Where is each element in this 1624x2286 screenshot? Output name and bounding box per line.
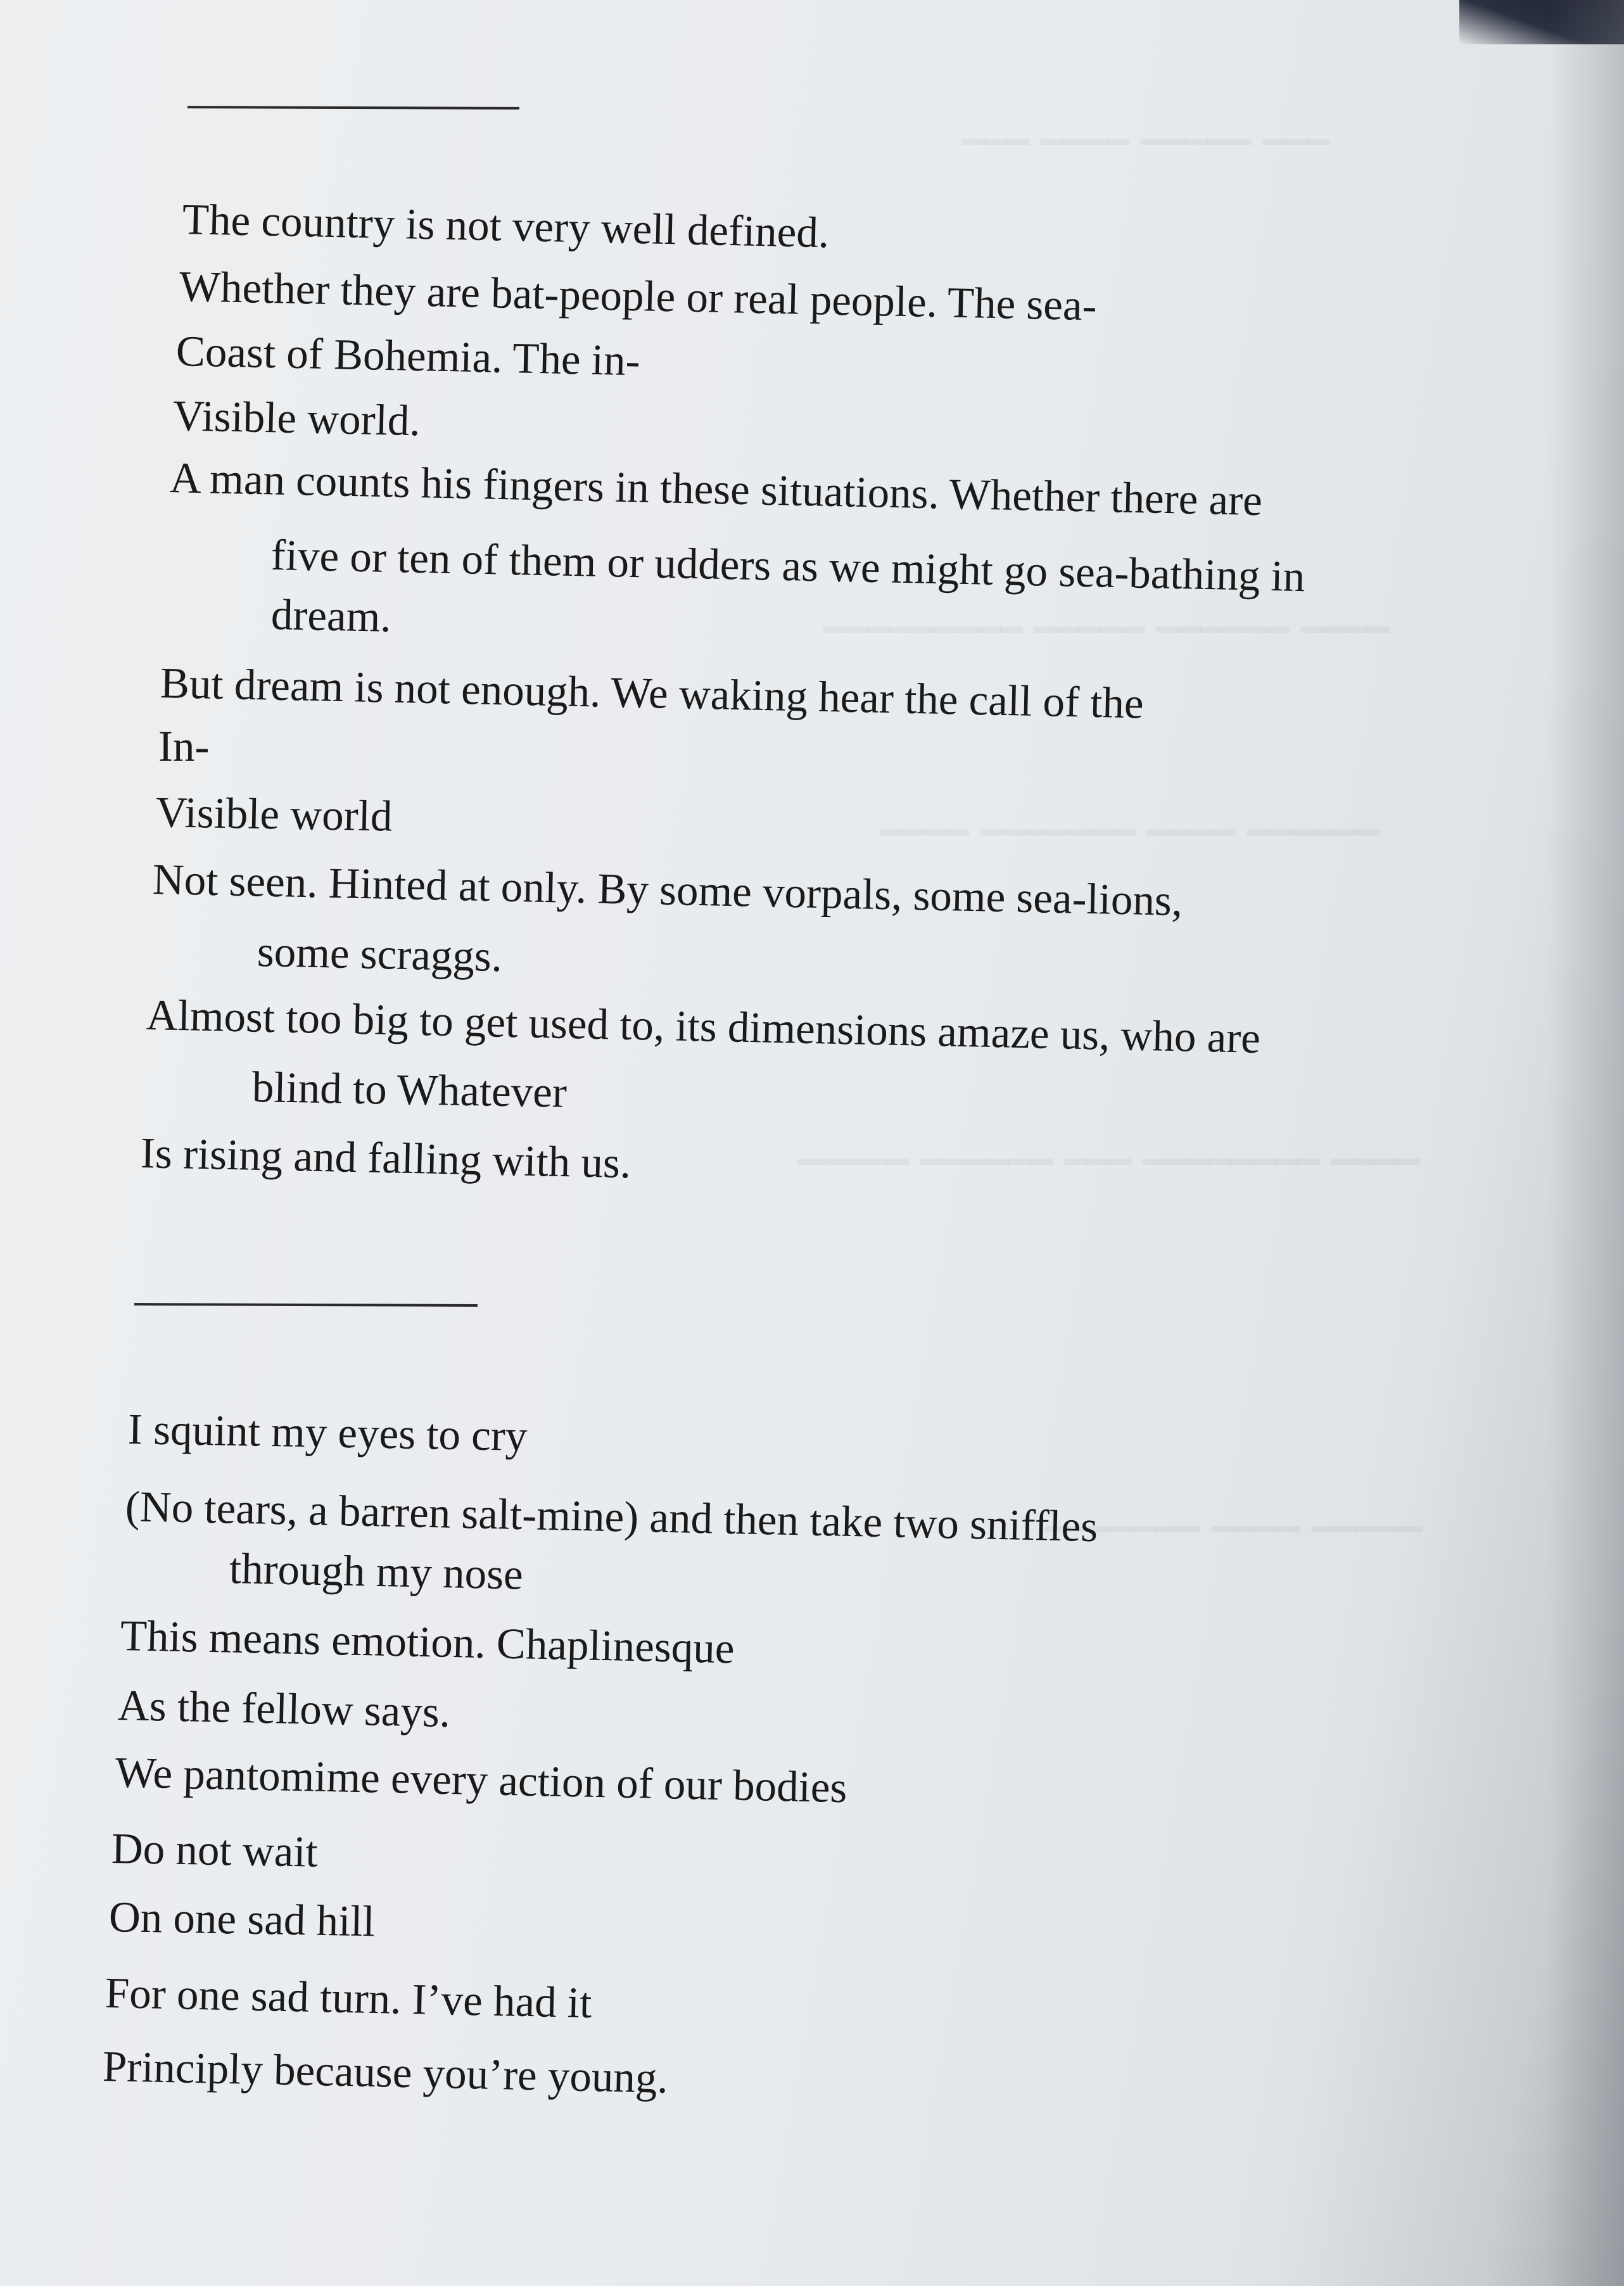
poem-line: five or ten of them or udders as we might go sea-bathing in: [270, 531, 1306, 601]
section-divider: [134, 1303, 478, 1307]
show-through-texture: ━━━ ━━━━━ ━━━━ ━━━: [963, 120, 1330, 163]
poem-line: some scraggs.: [257, 927, 503, 981]
poem-line: This means emotion. Chaplinesque: [120, 1611, 735, 1673]
poem-line: The country is not very well defined.: [182, 195, 830, 257]
poem-line: Whether they are bat-people or real people. The sea-: [179, 262, 1098, 330]
poem-line: Do not wait: [111, 1824, 319, 1876]
poem-line: A man counts his fingers in these situations. Whether there are: [169, 454, 1263, 525]
show-through-texture: ━━━━━━ ━━━━ ━━━━━━━ ━━━━: [880, 811, 1380, 854]
poem-line: through my nose: [229, 1544, 524, 1599]
poem-line: (No tears, a barren salt-mine) and then take two sniffles: [125, 1482, 1098, 1551]
poem-line: I squint my eyes to cry: [127, 1405, 528, 1460]
poem-line: Visible world: [155, 788, 393, 841]
poem-line: On one sad hill: [108, 1893, 376, 1946]
poem-line: In-: [158, 722, 210, 770]
show-through-texture: ━━━━ ━━━━━━━━ ━━━ ━━━━━━ ━━━━━: [798, 1140, 1420, 1183]
poem-line: But dream is not enough. We waking hear the call of the: [160, 659, 1145, 728]
poem-line: dream.: [270, 590, 392, 641]
poem-line: blind to Whatever: [251, 1063, 568, 1117]
section-divider: [187, 106, 519, 110]
poem-line: Not seen. Hinted at only. By some vorpals, some sea-lions,: [152, 855, 1183, 925]
poem-line: Coast of Bohemia. The in-: [175, 327, 641, 385]
page-edge-shadow: [1548, 0, 1624, 2286]
poem-line: We pantomime every action of our bodies: [115, 1748, 848, 1812]
poem-line: Visible world.: [172, 391, 421, 445]
poem-line: As the fellow says.: [117, 1681, 451, 1736]
poem-line: Almost too big to get used to, its dimensions amaze us, who are: [146, 991, 1261, 1062]
show-through-texture: ━━━━━ ━━━━ ━━━━━━━: [1045, 1508, 1423, 1551]
show-through-texture: ━━━━ ━━━━━━ ━━━━━ ━━━━━━━━━: [823, 608, 1390, 651]
poem-line: Is rising and falling with us.: [140, 1129, 631, 1188]
poem-line: For one sad turn. I’ve had it: [105, 1969, 593, 2028]
poem-line: Principly because you’re young.: [102, 2042, 669, 2102]
